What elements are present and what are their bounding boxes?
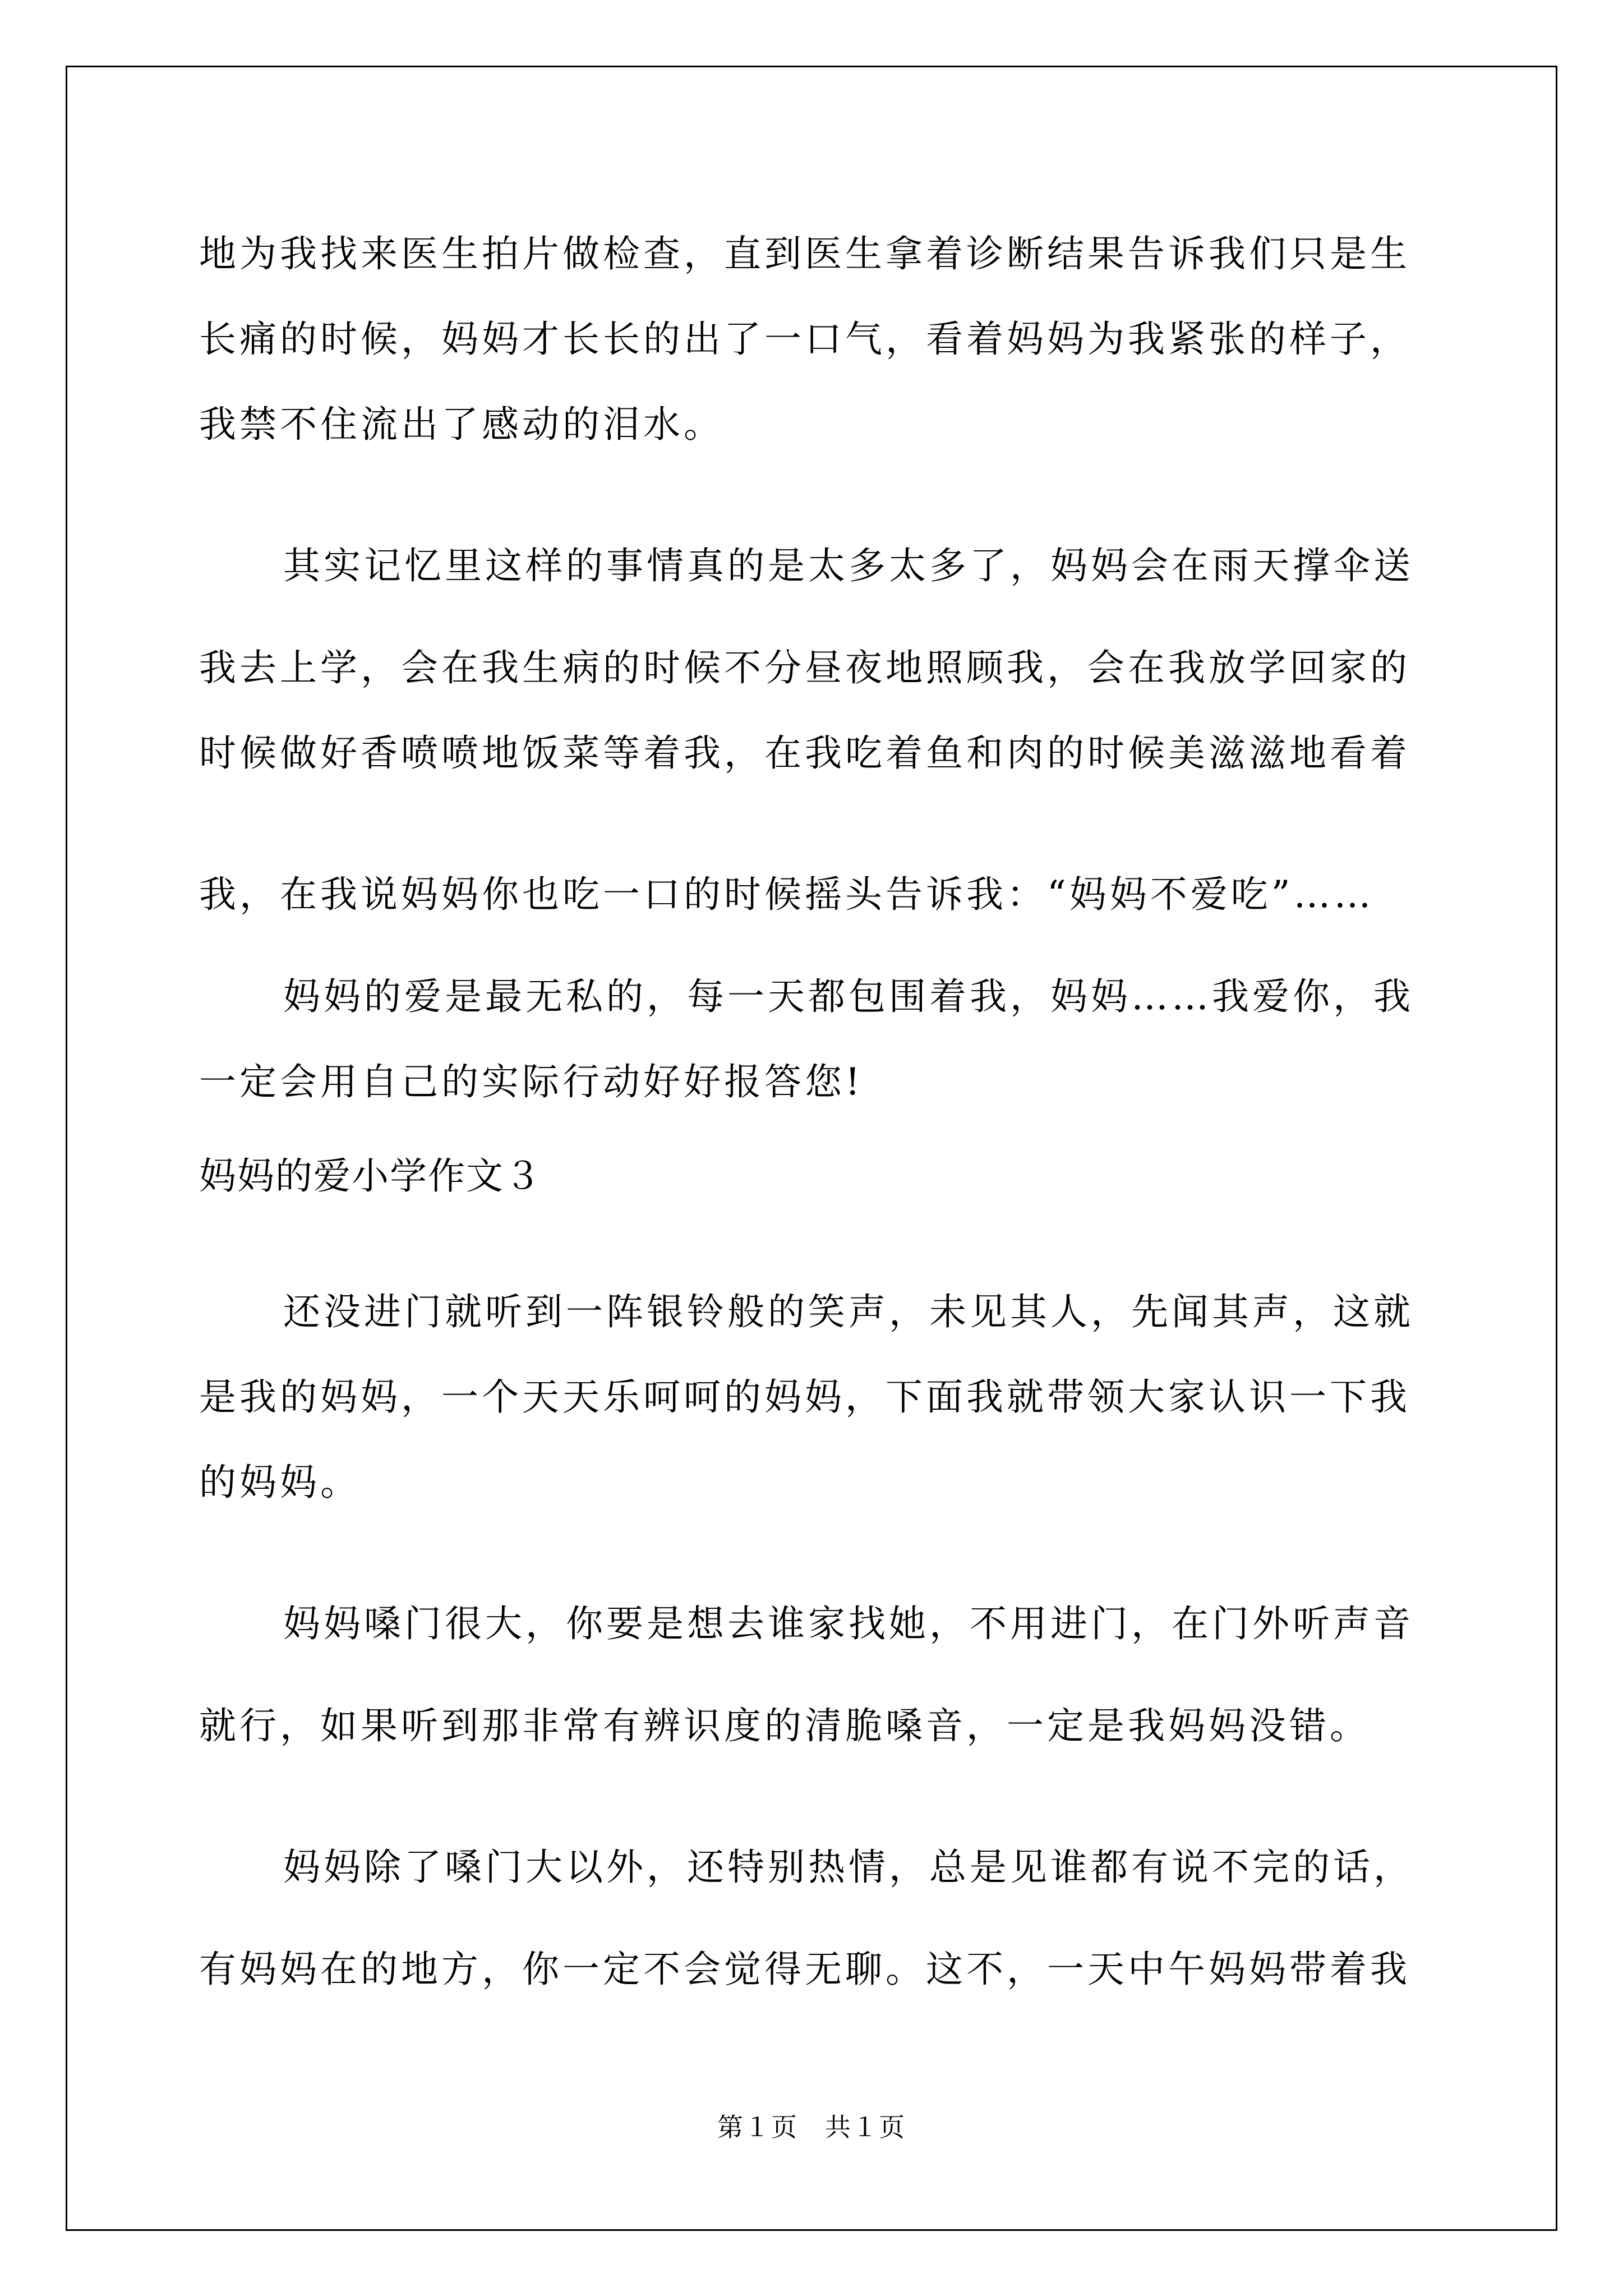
text-line: 时候做好香喷喷地饭菜等着我，在我吃着鱼和肉的时候美滋滋地看着 xyxy=(199,731,1410,775)
paragraph-start-line: 妈妈的爱是最无私的，每一天都包围着我，妈妈……我爱你，我 xyxy=(283,975,1414,1018)
text-line: 就行，如果听到那非常有辨识度的清脆嗓音，一定是我妈妈没错。 xyxy=(199,1704,1370,1747)
text-line: 长痛的时候，妈妈才长长的出了一口气，看着妈妈为我紧张的样子， xyxy=(199,318,1410,361)
paragraph-start-line: 还没进门就听到一阵银铃般的笑声，未见其人，先闻其声，这就 xyxy=(283,1290,1414,1333)
section-heading: 妈妈的爱小学作文３ xyxy=(199,1154,542,1198)
text-line: 一定会用自己的实际行动好好报答您! xyxy=(199,1060,864,1103)
text-line: 我禁不住流出了感动的泪水。 xyxy=(199,403,724,446)
text-line: 是我的妈妈，一个天天乐呵呵的妈妈，下面我就带领大家认识一下我 xyxy=(199,1375,1410,1419)
text-line: 有妈妈在的地方，你一定不会觉得无聊。这不，一天中午妈妈带着我 xyxy=(199,1948,1410,1991)
text-line: 我，在我说妈妈你也吃一口的时候摇头告诉我：“妈妈不爱吃”…… xyxy=(199,873,1375,916)
text-line: 的妈妈。 xyxy=(199,1461,361,1504)
text-line: 地为我找来医生拍片做检查，直到医生拿着诊断结果告诉我们只是生 xyxy=(199,232,1410,275)
paragraph-start-line: 其实记忆里这样的事情真的是太多太多了，妈妈会在雨天撑伞送 xyxy=(283,544,1414,587)
paragraph-start-line: 妈妈除了嗓门大以外，还特别热情，总是见谁都有说不完的话， xyxy=(283,1846,1414,1889)
page-footer: 第１页 共１页 xyxy=(717,2112,906,2142)
text-line: 我去上学，会在我生病的时候不分昼夜地照顾我，会在我放学回家的 xyxy=(199,646,1410,689)
paragraph-start-line: 妈妈嗓门很大，你要是想去谁家找她，不用进门，在门外听声音 xyxy=(283,1602,1414,1645)
page-border xyxy=(66,66,1557,2231)
